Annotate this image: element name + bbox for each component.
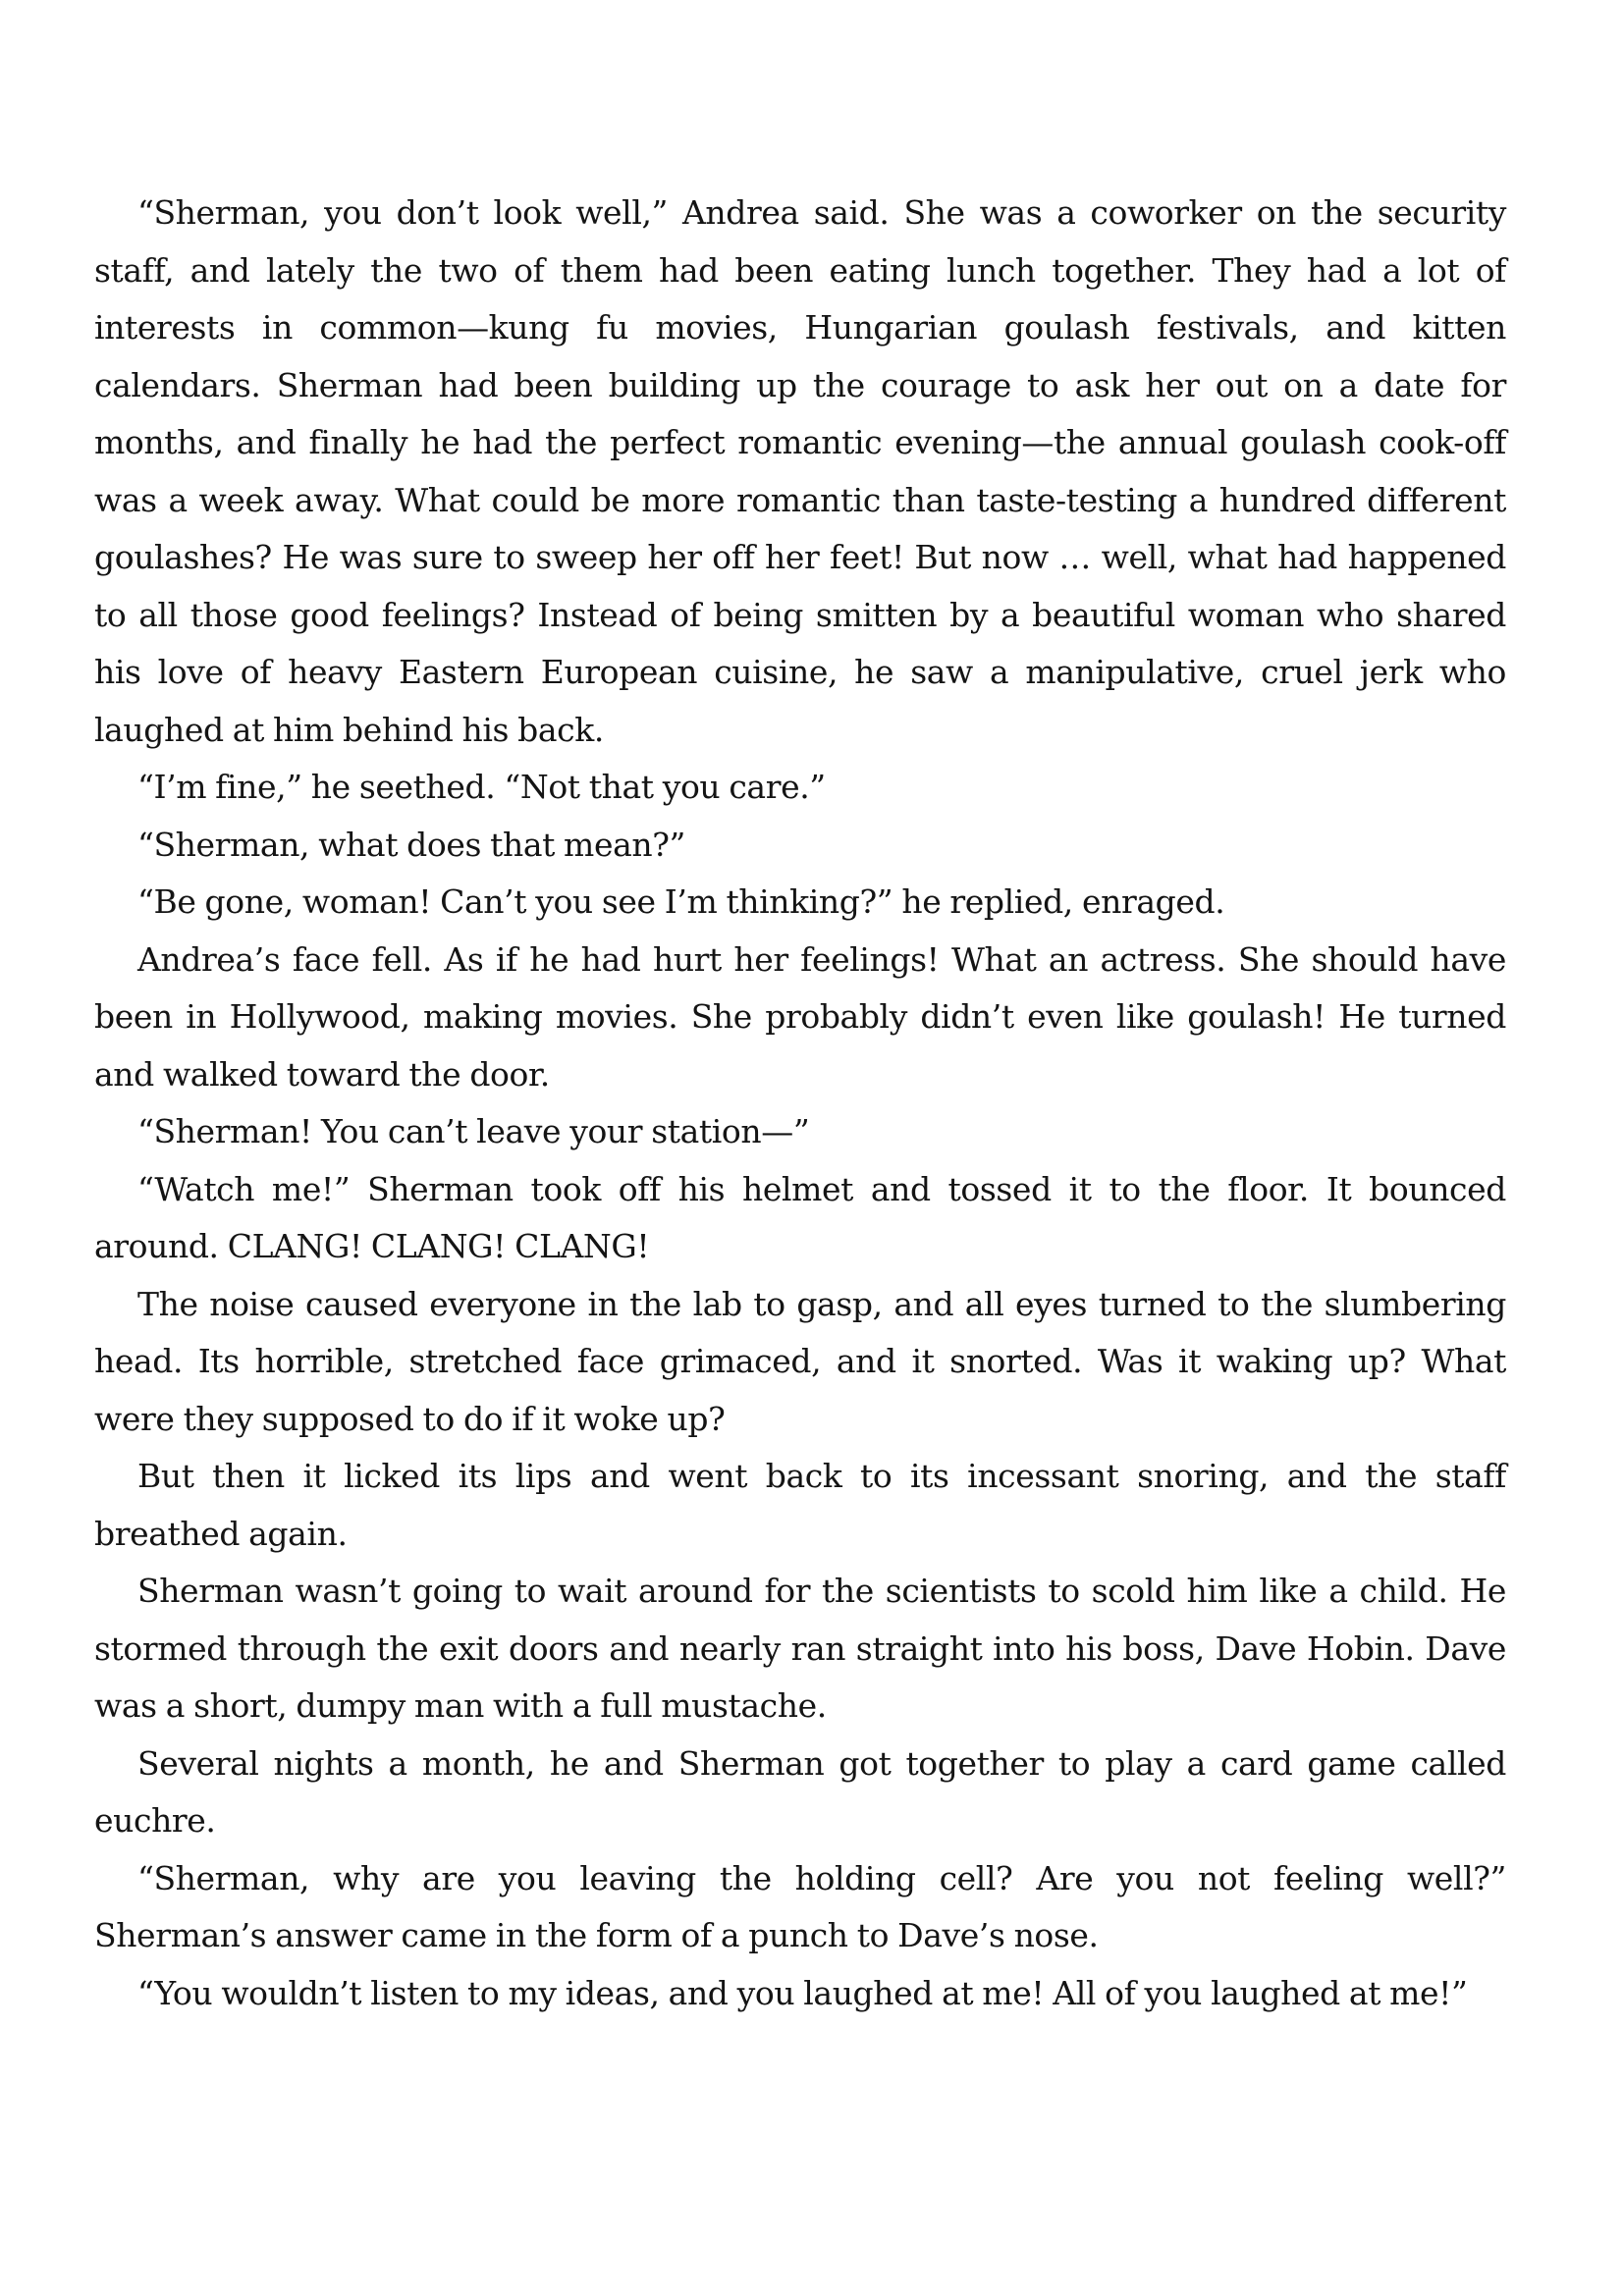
paragraph-11: Several nights a month, he and Sherman got together to play a card game called euchre. — [94, 1743, 1506, 1840]
paragraph-4: “Be gone, woman! Can’t you see I’m thinking?” he replied, enraged. — [137, 882, 1225, 921]
book-page-body — [94, 185, 1506, 2022]
paragraph-10: Sherman wasn’t going to wait around for the scientists to scold him like a child. He stormed through the exit doors and nearly ran straight into his boss, Dave Hobin. Dave was a short, dumpy man with a full mustache. — [94, 1572, 1506, 1725]
paragraph-9: But then it licked its lips and went back to its incessant snoring, and the staff breathed again. — [94, 1457, 1506, 1553]
paragraph-13: “You wouldn’t listen to my ideas, and you laughed at me! All of you laughed at me!” — [137, 1973, 1468, 2012]
paragraph-6: “Sherman! You can’t leave your station—” — [137, 1112, 810, 1150]
paragraph-5: Andrea’s face fell. As if he had hurt her feelings! What an actress. She should have been in Hollywood, making movies. She probably didn’t even like goulash! He turned and walked toward the door. — [94, 939, 1506, 1094]
paragraph-1: “Sherman, you don’t look well,” Andrea said. She was a coworker on the security staff, and lately the two of them had been eating lunch together. They had a lot of interests in common—kung fu movies, Hungarian goulash festivals, and kitten calendars. Sherman had been building up the courage to ask her out on a date for months, and finally he had the perfect romantic evening—the annual goulash cook-off was a week away. What could be more romantic than taste-testing a hundred different goulashes? He was sure to sweep her off her feet! But now … well, what had happened to all those good feelings? Instead of being smitten by a beautiful woman who shared his love of heavy Eastern European cuisine, he saw a manipulative, cruel jerk who laughed at him behind his back. — [94, 193, 1506, 749]
paragraph-12: “Sherman, why are you leaving the holding cell? Are you not feeling well?” Sherman’s answer came in the form of a punch to Dave’s nose. — [94, 1858, 1506, 1954]
paragraph-8: The noise caused everyone in the lab to gasp, and all eyes turned to the slumbering head. Its horrible, stretched face grimaced, and it snorted. Was it waking up? What were they supposed to do if it woke up? — [94, 1284, 1506, 1438]
paragraph-2: “I’m fine,” he seethed. “Not that you care.” — [137, 768, 826, 806]
paragraph-3: “Sherman, what does that mean?” — [137, 825, 685, 864]
paragraph-7: “Watch me!” Sherman took off his helmet and tossed it to the floor. It bounced around. CLANG! CLANG! CLANG! — [94, 1169, 1506, 1265]
